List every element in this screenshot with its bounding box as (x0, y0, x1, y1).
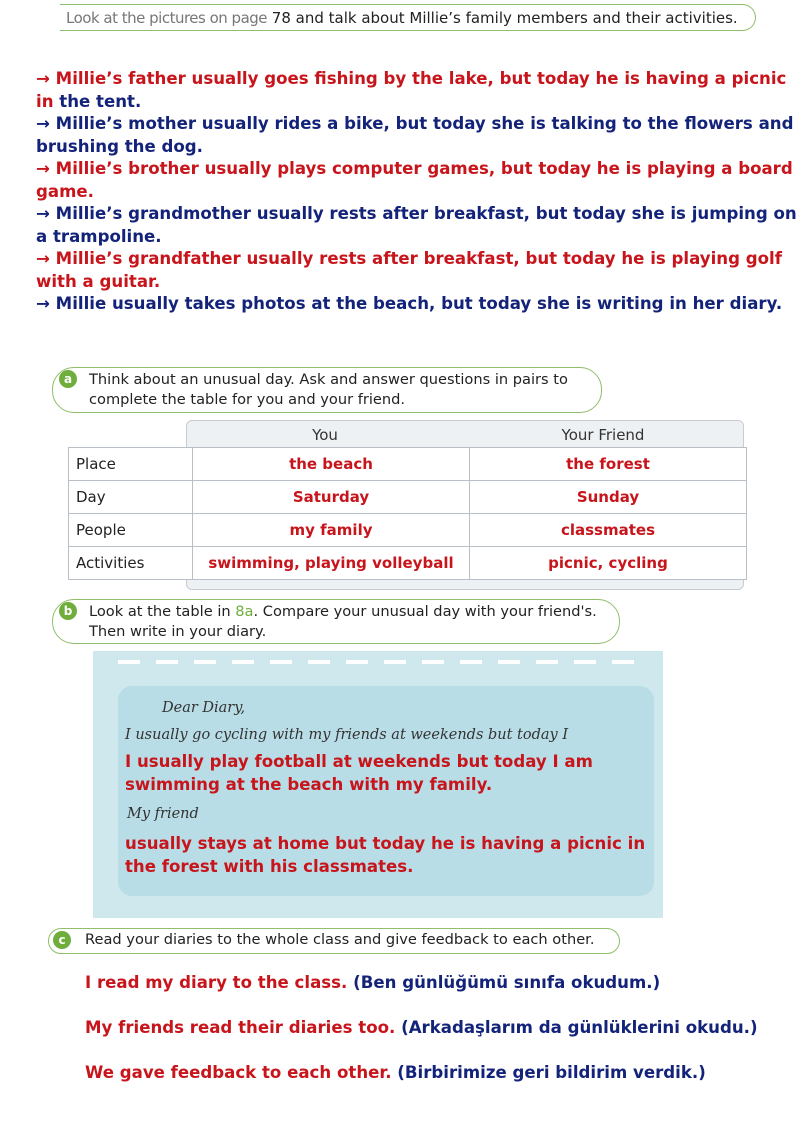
answer-brother (36, 158, 806, 203)
answer-text: the tent. (59, 91, 142, 111)
section-c-instruction (48, 928, 620, 954)
cell-you: my family (193, 514, 470, 547)
section-b-line1 (89, 602, 609, 622)
section-c-text: Read your diaries to the whole class and give feedback to each other. (85, 931, 595, 948)
section-b-reference: 8a (235, 603, 254, 620)
row-label: Day (69, 481, 193, 514)
final-answer-3 (85, 1063, 805, 1082)
answer-text: → Millie usually takes photos at the beach, but today she is writing in her diary. (36, 294, 783, 313)
section-b-text-part: . Compare your unusual day with your friend's. (253, 603, 597, 620)
answer-millie (36, 293, 806, 316)
section-b-text (89, 602, 609, 642)
cell-friend: Sunday (470, 481, 747, 514)
answer-grandmother (36, 203, 806, 248)
section-a-text (89, 370, 591, 410)
diary-greeting: Dear Diary, (162, 700, 246, 716)
final-answer-1 (85, 973, 805, 992)
section-b-text-part: Look at the table in (89, 603, 236, 620)
cell-friend: classmates (470, 514, 747, 547)
final-answer-turkish: (Birbirimize geri bildirim verdik.) (397, 1063, 706, 1082)
table-row (69, 547, 747, 580)
final-answer-turkish: (Arkadaşlarım da günlüklerini okudu.) (401, 1018, 758, 1037)
cell-you: the beach (193, 448, 470, 481)
answer-text: → Millie’s grandfather usually rests after breakfast, but today he is playing golf with a guitar. (36, 249, 782, 291)
table-row (69, 481, 747, 514)
row-label: People (69, 514, 193, 547)
cell-friend: the forest (470, 448, 747, 481)
section-a-line2: complete the table for you and your friend. (89, 391, 406, 408)
cell-you: Saturday (193, 481, 470, 514)
section-a-line1: Think about an unusual day. Ask and answer questions in pairs to (89, 371, 568, 388)
row-label: Place (69, 448, 193, 481)
column-header-friend: Your Friend (561, 426, 645, 444)
unusual-day-table (68, 447, 747, 580)
diary-answer-you: I usually play football at weekends but today I am swimming at the beach with my family. (125, 752, 593, 794)
table-row (69, 514, 747, 547)
answer-text: → Millie’s grandmother usually rests after breakfast, but today she is jumping on a trampoline. (36, 204, 797, 246)
table-row (69, 448, 747, 481)
top-instruction-suffix: 78 and talk about Millie’s family members and their activities. (267, 9, 738, 27)
final-answer-2 (85, 1018, 805, 1037)
section-b-instruction (52, 599, 620, 644)
answer-text: → Millie’s brother usually plays computer games, but today he is playing a board game. (36, 159, 793, 201)
top-instruction-prefix: Look at the pictures on page (66, 9, 268, 27)
final-answer-english: I read my diary to the class. (85, 973, 348, 992)
cell-friend: picnic, cycling (470, 547, 747, 580)
final-answer-turkish: (Ben günlüğümü sınıfa okudum.) (353, 973, 661, 992)
section-c-badge: c (53, 931, 71, 949)
answer-mother (36, 113, 806, 158)
column-header-you: You (312, 426, 338, 444)
section-a-instruction (52, 367, 602, 413)
answer-text: → Millie’s father usually goes fishing by the lake, but today he is having a picnic in (36, 69, 787, 111)
answer-father (36, 68, 806, 113)
section-a-badge: a (59, 370, 77, 388)
diary-answer-friend: usually stays at home but today he is having a picnic in the forest with his classmates. (125, 834, 646, 876)
answer-text: → Millie’s mother usually rides a bike, but today she is talking to the flowers and brushing the dog. (36, 114, 794, 156)
section-b-badge: b (59, 602, 77, 620)
final-answer-english: We gave feedback to each other. (85, 1063, 392, 1082)
top-instruction (60, 4, 756, 31)
cell-you: swimming, playing volleyball (193, 547, 470, 580)
row-label: Activities (69, 547, 193, 580)
answer-grandfather (36, 248, 806, 293)
final-answer-english: My friends read their diaries too. (85, 1018, 396, 1037)
section-b-line2: Then write in your diary. (89, 623, 267, 640)
answer-list (36, 68, 806, 316)
diary-prompt-line: I usually go cycling with my friends at weekends but today I (125, 727, 569, 743)
diary-dashed-border (118, 660, 638, 664)
diary-prompt-friend: My friend (127, 806, 199, 822)
